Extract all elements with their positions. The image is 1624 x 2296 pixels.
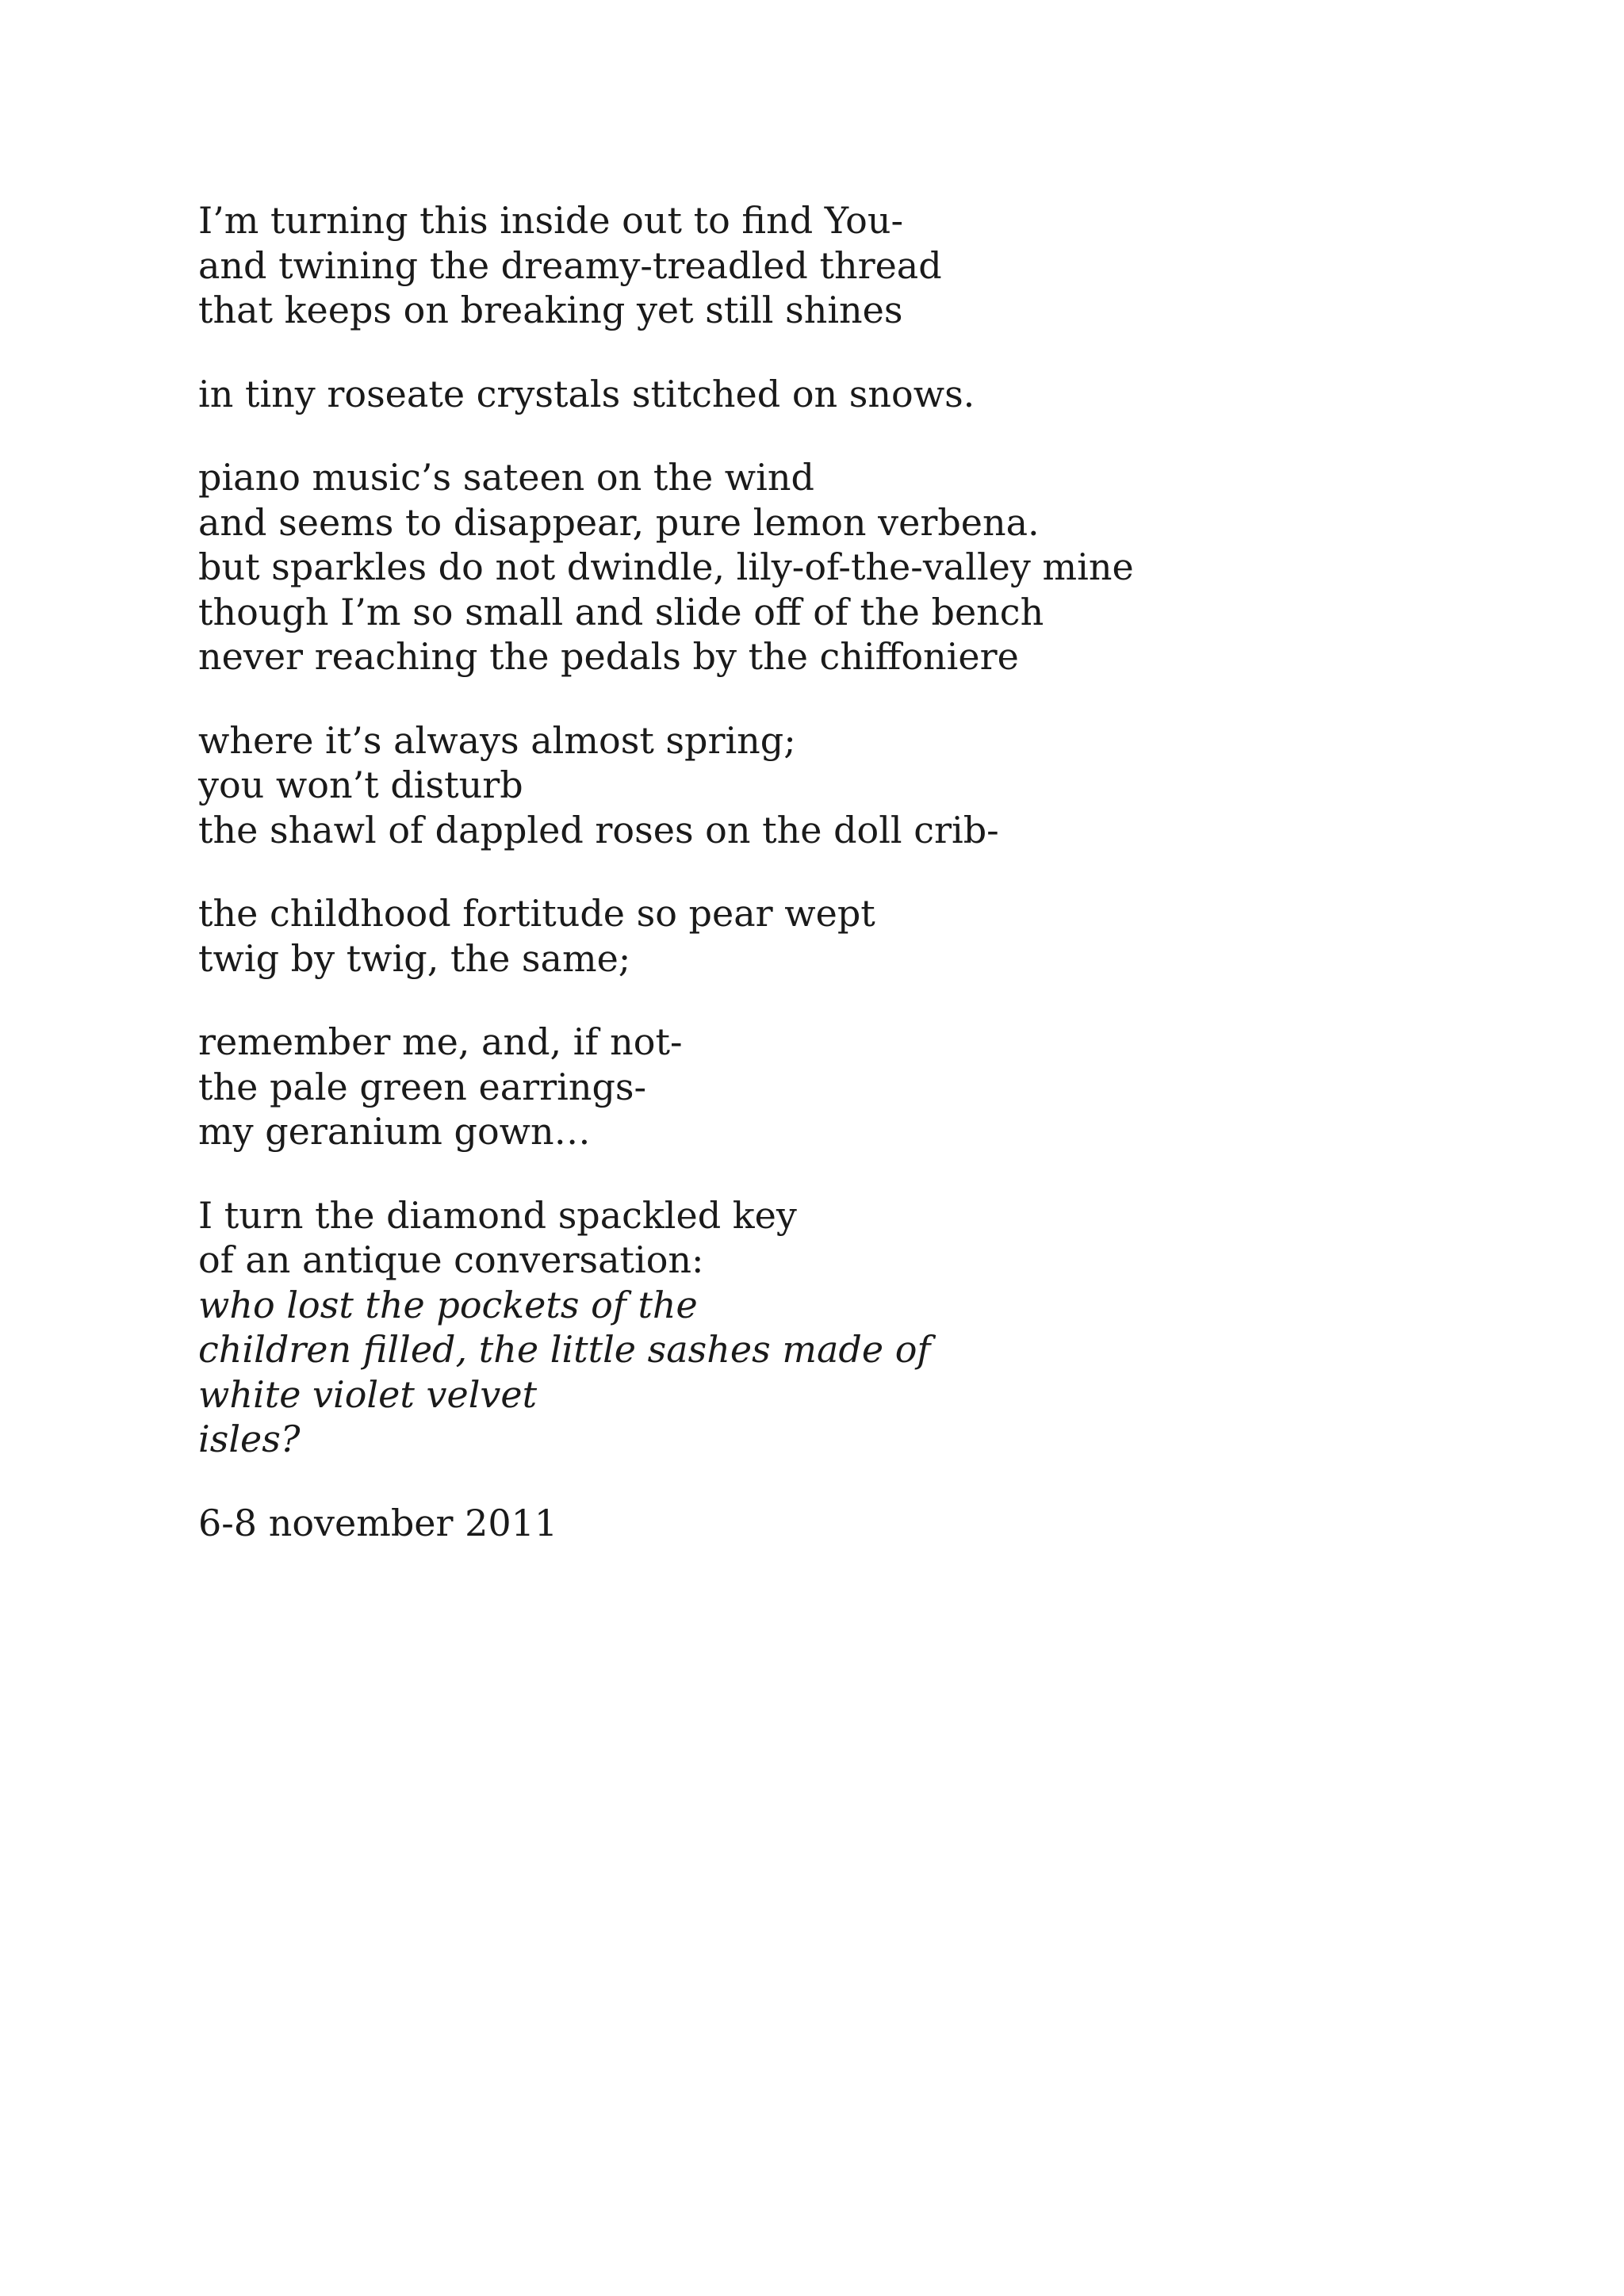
poem-date: 6-8 november 2011 [198,1501,558,1544]
stanza-5 [198,891,1546,981]
stanza-6 [198,1020,1546,1154]
poem-line: and twining the dreamy-treadled thread [198,243,942,287]
poem-line: in tiny roseate crystals stitched on snows. [198,372,975,415]
poem-line: I’m turning this inside out to find You- [198,199,904,242]
stanza-2 [198,372,1546,417]
date-line [198,1501,1546,1546]
poem-line: the shawl of dappled roses on the doll crib- [198,808,999,851]
poem-line: you won’t disturb [198,763,523,806]
poem-line: my geranium gown… [198,1110,591,1153]
stanza-4 [198,718,1546,853]
poem-line: piano music’s sateen on the wind [198,456,814,499]
poem-line-italic: white violet velvet [198,1372,538,1416]
poem-line-italic: isles? [198,1418,301,1460]
stanza-3 [198,455,1546,679]
poem-line: twig by twig, the same; [198,936,631,980]
poem-line: I turn the diamond spackled key [198,1193,797,1237]
poem-line: never reaching the pedals by the chiffoniere [198,635,1019,678]
stanza-7 [198,1193,1546,1462]
stanza-1 [198,198,1546,333]
poem-line: where it’s always almost spring; [198,718,796,762]
poem-line: remember me, and, if not- [198,1020,683,1063]
poem-line: but sparkles do not dwindle, lily-of-the-valley mine [198,545,1134,588]
poem-text [198,198,1546,1584]
poem-line: that keeps on breaking yet still shines [198,289,903,331]
poem-line: the pale green earrings- [198,1065,647,1108]
poem-line-italic: children filled, the little sashes made of [198,1328,931,1371]
poem-line: of an antique conversation: [198,1238,704,1281]
poem-line-italic: who lost the pockets of the [198,1283,698,1326]
poem-line: and seems to disappear, pure lemon verbena. [198,500,1040,544]
poem-line: the childhood fortitude so pear wept [198,892,875,935]
poem-line: though I’m so small and slide off of the bench [198,590,1044,633]
